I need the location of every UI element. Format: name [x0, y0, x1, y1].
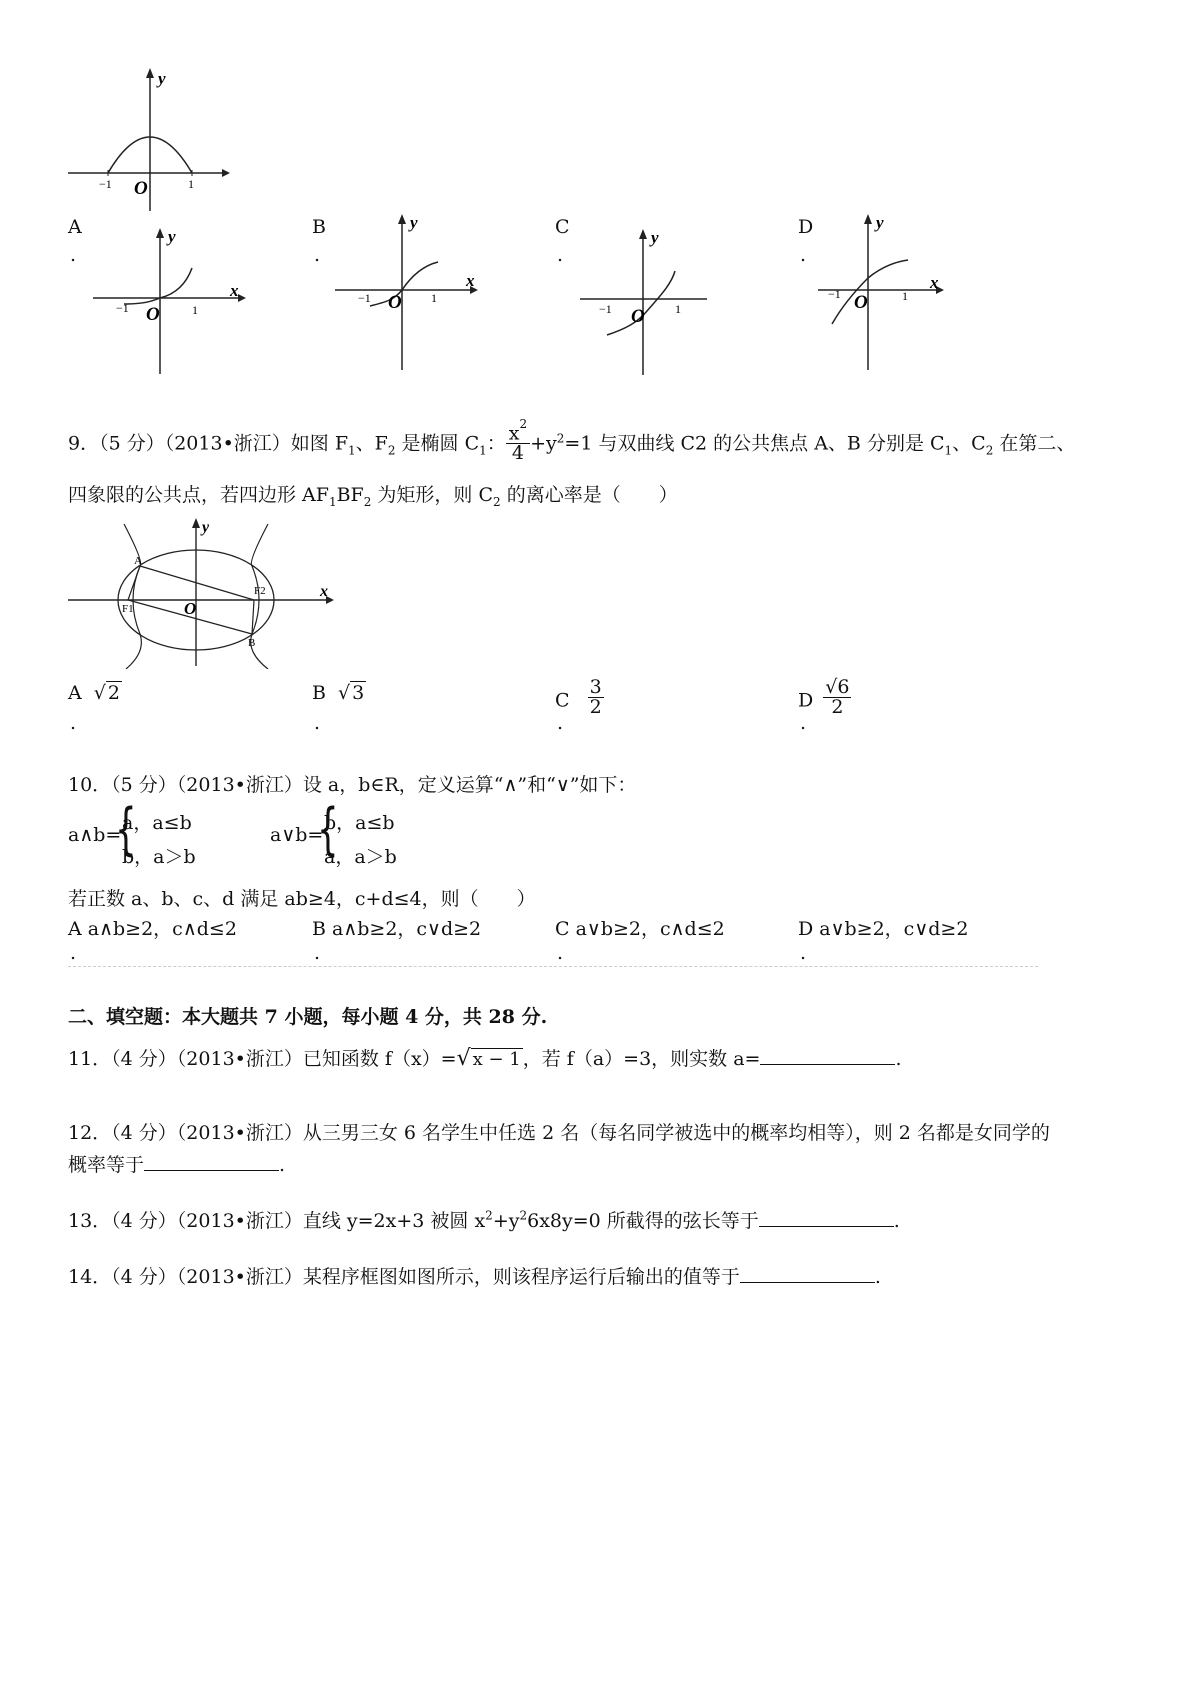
q9-text: 、C	[952, 432, 986, 455]
origin-label: O	[184, 599, 197, 618]
q13-text: 13．（4 分）（2013•浙江）直线 y=2x+3 被圆 x	[68, 1210, 486, 1232]
tick-pos-1: 1	[192, 303, 198, 317]
q9-figure	[68, 514, 343, 669]
x-axis-label: x	[930, 273, 939, 292]
q9-option-a[interactable]	[68, 682, 122, 704]
q9-sub: 1	[479, 443, 487, 458]
q13-text: +y	[492, 1210, 520, 1232]
q9-text: +y	[530, 432, 557, 455]
option-letter: A	[68, 682, 82, 704]
answer-blank[interactable]	[740, 1264, 875, 1283]
tick-neg-1: −1	[358, 291, 371, 305]
brace-icon: {	[317, 797, 339, 862]
def-lhs: a∨b=	[270, 824, 324, 846]
q12-end: .	[279, 1154, 286, 1176]
frac-den: 2	[589, 696, 602, 718]
frac-den: 4	[511, 442, 524, 465]
q10-option-a[interactable]	[68, 914, 237, 941]
y-axis-label: y	[876, 213, 884, 232]
q10-option-b[interactable]	[312, 914, 481, 941]
tick-neg-1: −1	[116, 301, 129, 315]
option-letter: C	[555, 689, 570, 712]
option-letter: D	[798, 918, 814, 940]
q11-text: ，若 f（a）=3，则实数 a=	[522, 1048, 761, 1070]
option-letter: D	[798, 689, 814, 712]
answer-blank[interactable]	[759, 1208, 894, 1227]
q9-ellipse-fraction	[506, 417, 530, 465]
origin-label: O	[388, 292, 402, 313]
focus-f1-label: F1	[122, 603, 134, 615]
q9-sup: 2	[556, 431, 565, 446]
frac-num: 3	[589, 676, 602, 698]
origin-label: O	[854, 292, 868, 313]
q13-end: .	[893, 1210, 900, 1232]
q9-text: BF	[336, 484, 364, 506]
q11-text: 11．（4 分）（2013•浙江）已知函数 f（x）=	[68, 1048, 457, 1070]
tick-neg-1: −1	[599, 302, 612, 316]
q8-option-c-graph[interactable]	[575, 225, 715, 380]
q10-condition: 若正数 a、b、c、d 满足 ab≥4，c+d≤4，则（ ）	[68, 888, 536, 910]
y-axis-label: y	[410, 213, 418, 232]
q9-stem-line2	[68, 480, 678, 509]
def-lhs: a∧b=	[68, 824, 122, 846]
section-divider	[68, 966, 1038, 967]
q8-option-c-dot: .	[557, 244, 564, 266]
q9-option-a-dot: .	[70, 712, 77, 734]
q10-option-c[interactable]	[555, 914, 725, 941]
section-heading: 二、填空题：本大题共 7 小题，每小题 4 分，共 28 分.	[68, 1006, 548, 1028]
frac-den: 2	[831, 696, 844, 718]
tick-pos-1: 1	[902, 289, 908, 303]
q10-option-d-dot: .	[800, 942, 807, 964]
def-case-1: b，a≤b	[324, 812, 395, 834]
q8-option-a-graph[interactable]	[88, 224, 253, 379]
q9-option-b-dot: .	[314, 712, 321, 734]
frac-num: x	[508, 422, 520, 445]
option-text: a∧b≥2，c∨d≥2	[332, 918, 482, 940]
y-axis-label: y	[168, 227, 176, 246]
q9-sub: 1	[944, 443, 953, 458]
radicand: x − 1	[472, 1049, 521, 1070]
q13-text: 6x8y=0 所截得的弦长等于	[527, 1210, 759, 1232]
sqrt-expression: √ x − 1	[456, 1046, 521, 1071]
q9-stem-line1	[68, 417, 1076, 465]
q9-sub: 1	[348, 443, 356, 458]
def-case-2: a，a＞b	[324, 846, 397, 868]
q9-option-c-dot: .	[557, 712, 564, 734]
q10-option-c-dot: .	[557, 942, 564, 964]
q9-text: =1 与双曲线 C2 的公共焦点 A、B 分别是 C	[564, 432, 945, 455]
q9-text: 、F	[355, 432, 388, 455]
radicand: 3	[352, 682, 365, 704]
q14-text: 14．（4 分）（2013•浙江）某程序框图如图所示，则该程序运行后输出的值等于	[68, 1266, 740, 1288]
radicand: 6	[837, 676, 850, 698]
q8-option-c-letter[interactable]: C	[555, 216, 570, 238]
q12-line1: 12．（4 分）（2013•浙江）从三男三女 6 名学生中任选 2 名（每名同学被选中的概率均相等），则 2 名都是女同学的	[68, 1122, 1050, 1144]
sqrt-expression: √ 2	[93, 682, 120, 704]
q14	[68, 1262, 881, 1289]
option-text: a∧b≥2，c∧d≤2	[87, 918, 237, 940]
q13-sup: 2	[485, 1208, 493, 1223]
q9-sub: 1	[328, 494, 337, 509]
q9-sub: 2	[985, 443, 994, 458]
q12-text: 概率等于	[68, 1154, 145, 1176]
tick-pos-1: 1	[431, 291, 437, 305]
option-letter: A	[68, 918, 82, 940]
q8-given-graph	[68, 66, 238, 216]
q13-sup: 2	[519, 1208, 528, 1223]
answer-blank[interactable]	[760, 1046, 895, 1065]
q13	[68, 1206, 900, 1233]
q8-option-a-letter[interactable]: A	[68, 216, 82, 238]
q14-end: .	[874, 1266, 881, 1288]
q9-text: 为矩形，则 C	[371, 484, 494, 506]
option-text: a∨b≥2，c∨d≥2	[819, 918, 969, 940]
tick-pos-1: 1	[188, 177, 194, 191]
sqrt-expression: √ 3	[338, 682, 365, 704]
point-b-label: B	[248, 637, 256, 649]
q9-sub: 2	[387, 443, 396, 458]
tick-neg-1: −1	[828, 287, 841, 301]
q8-option-a-dot: .	[70, 244, 77, 266]
q9-sub: 2	[493, 494, 501, 509]
q8-option-d-graph[interactable]	[818, 210, 958, 375]
q10-option-b-dot: .	[314, 942, 321, 964]
origin-label: O	[631, 306, 645, 327]
q8-option-b-dot: .	[314, 244, 321, 266]
q9-text: 的离心率是（ ）	[500, 484, 678, 506]
q9-option-d-dot: .	[800, 712, 807, 734]
def-case-1: a，a≤b	[122, 812, 192, 834]
option-letter: B	[312, 918, 326, 940]
q10-option-d[interactable]	[798, 914, 968, 941]
q10-stem: 10．（5 分）（2013•浙江）设 a，b∈R，定义运算“∧”和“∨”如下：	[68, 774, 637, 796]
x-axis-label: x	[320, 583, 328, 600]
fraction	[588, 678, 604, 717]
q9-option-b[interactable]	[312, 682, 366, 704]
q10-option-a-dot: .	[70, 942, 77, 964]
x-axis-label: x	[230, 281, 239, 300]
q8-option-b-graph[interactable]	[330, 210, 490, 375]
origin-label: O	[134, 178, 148, 199]
option-letter: B	[312, 682, 326, 704]
q8-option-b-letter[interactable]: B	[312, 216, 326, 238]
q8-option-d-dot: .	[800, 244, 807, 266]
tick-pos-1: 1	[675, 302, 681, 316]
focus-f2-label: F2	[254, 585, 266, 597]
q9-text: 在第二、	[993, 432, 1076, 455]
x-axis-label: x	[466, 271, 475, 290]
q12-line2	[68, 1150, 285, 1177]
q9-text: 是椭圆 C	[395, 432, 480, 455]
origin-label: O	[146, 304, 160, 325]
tick-neg-1: −1	[99, 177, 112, 191]
q11	[68, 1044, 902, 1071]
option-text: a∨b≥2，c∧d≤2	[575, 918, 725, 940]
radicand: 2	[107, 682, 120, 704]
q9-text: 四象限的公共点，若四边形 AF	[68, 484, 329, 506]
y-axis-label: y	[202, 519, 210, 536]
q11-end: .	[895, 1048, 902, 1070]
fraction: $\frac{√6}{2}$	[825, 676, 850, 718]
option-letter: C	[555, 918, 570, 940]
point-a-label: A	[134, 555, 142, 567]
def-case-2: b，a＞b	[122, 846, 196, 868]
brace-icon: {	[115, 797, 137, 862]
q9-sub: 2	[363, 494, 372, 509]
frac-num-exp: 2	[519, 417, 528, 431]
y-axis-label: y	[651, 228, 659, 247]
answer-blank[interactable]	[144, 1152, 279, 1171]
y-axis-label: y	[158, 69, 166, 88]
q8-option-d-letter[interactable]: D	[798, 216, 814, 238]
q9-colon: ：	[486, 432, 506, 455]
q9-prefix: 9．（5 分）（2013•浙江）如图 F	[68, 432, 349, 455]
